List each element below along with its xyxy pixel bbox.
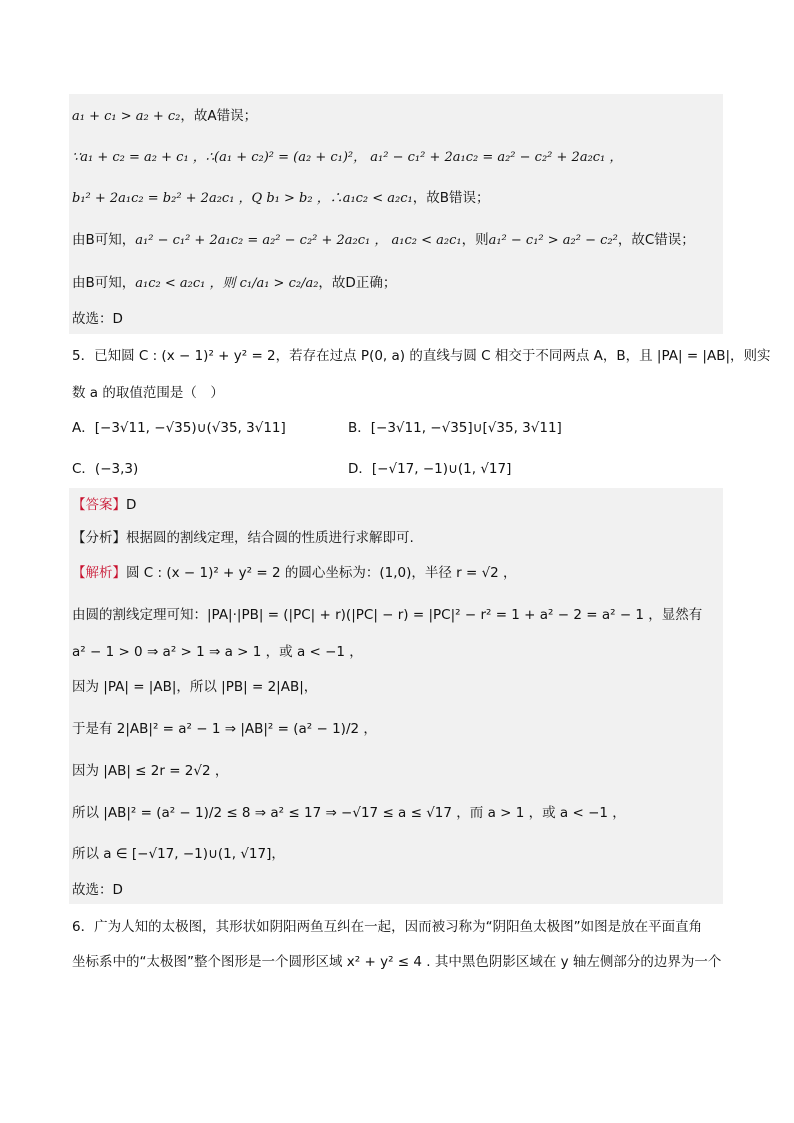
q4-solution-shade [69, 94, 723, 334]
q5-analysis: 【分析】根据圆的割线定理，结合圆的性质进行求解即可. [72, 530, 414, 546]
q4-line-5: 由B可知，a₁c₂ < a₂c₁ ，则 c₁/a₁ > c₂/a₂，故D正确； [72, 275, 397, 291]
q5-answer: 【答案】D [72, 497, 137, 513]
q4-line-1: a₁ + c₁ > a₂ + c₂，故A错误； [72, 108, 258, 124]
q5-option-b: B．[−3√11, −√35]∪[√35, 3√11] [348, 420, 562, 436]
q5-solution-line-7: 所以 |AB|² = (a² − 1)/2 ≤ 8 ⇒ a² ≤ 17 ⇒ −√17 ≤ a ≤ √17 ，而 a > 1 ，或 a < −1 ， [72, 805, 626, 821]
q5-solution-line-1: 【解析】圆 C : (x − 1)² + y² = 2 的圆心坐标为：(1,0)，半径 r = √2 ， [72, 565, 517, 581]
q5-solution-line-6: 因为 |AB| ≤ 2r = 2√2 ， [72, 763, 229, 779]
q5-option-d: D．[−√17, −1)∪(1, √17] [348, 461, 512, 477]
q5-solution-line-3: a² − 1 > 0 ⇒ a² > 1 ⇒ a > 1 ，或 a < −1 ， [72, 644, 363, 660]
q5-solution-line-4: 因为 |PA| = |AB|，所以 |PB| = 2|AB|， [72, 679, 318, 695]
q4-line-2: ∵a₁ + c₂ = a₂ + c₁ ，∴(a₁ + c₂)² = (a₂ + c₁)²， a₁² − c₁² + 2a₁c₂ = a₂² − c₂² + 2a₂c₁ ， [72, 150, 623, 165]
q6-stem-line-1: 6．广为人知的太极图，其形状如阴阳两鱼互纠在一起，因而被习称为“阴阳鱼太极图”如图是放在平面直角 [72, 919, 703, 935]
q5-solution-line-5: 于是有 2|AB|² = a² − 1 ⇒ |AB|² = (a² − 1)/2 ， [72, 721, 377, 737]
answer-tag: 【答案】 [72, 497, 126, 513]
solution-tag: 【解析】 [72, 565, 126, 581]
analysis-tag: 【分析】 [72, 530, 126, 546]
q5-option-a: A．[−3√11, −√35)∪(√35, 3√11] [72, 420, 286, 436]
q5-solution-line-2: 由圆的割线定理可知：|PA|·|PB| = (|PC| + r)(|PC| − r) = |PC|² − r² = 1 + a² − 2 = a² − 1 ，显然有 [72, 607, 703, 623]
q4-choose: 故选：D [72, 311, 123, 327]
q5-stem-line-2: 数 a 的取值范围是（ ） [72, 385, 224, 401]
q6-stem-line-2: 坐标系中的“太极图”整个图形是一个圆形区域 x² + y² ≤ 4 . 其中黑色阴影区域在 y 轴左侧部分的边界为一个 [72, 954, 722, 970]
q5-solution-line-8: 所以 a ∈ [−√17, −1)∪(1, √17]， [72, 846, 285, 862]
q4-line-3: b₁² + 2a₁c₂ = b₂² + 2a₂c₁ ，Q b₁ > b₂ ，∴a₁c₂ < a₂c₁，故B错误； [72, 190, 490, 206]
q5-stem-line-1: 5．已知圆 C : (x − 1)² + y² = 2，若存在过点 P(0, a) 的直线与圆 C 相交于不同两点 A，B，且 |PA| = |AB|，则实 [72, 348, 771, 364]
q4-line-4: 由B可知，a₁² − c₁² + 2a₁c₂ = a₂² − c₂² + 2a₂c₁ ， a₁c₂ < a₂c₁，则a₁² − c₁² > a₂² − c₂²，故C错误； [72, 232, 695, 248]
q5-choose: 故选：D [72, 882, 123, 898]
q5-option-c: C．(−3,3) [72, 461, 139, 477]
